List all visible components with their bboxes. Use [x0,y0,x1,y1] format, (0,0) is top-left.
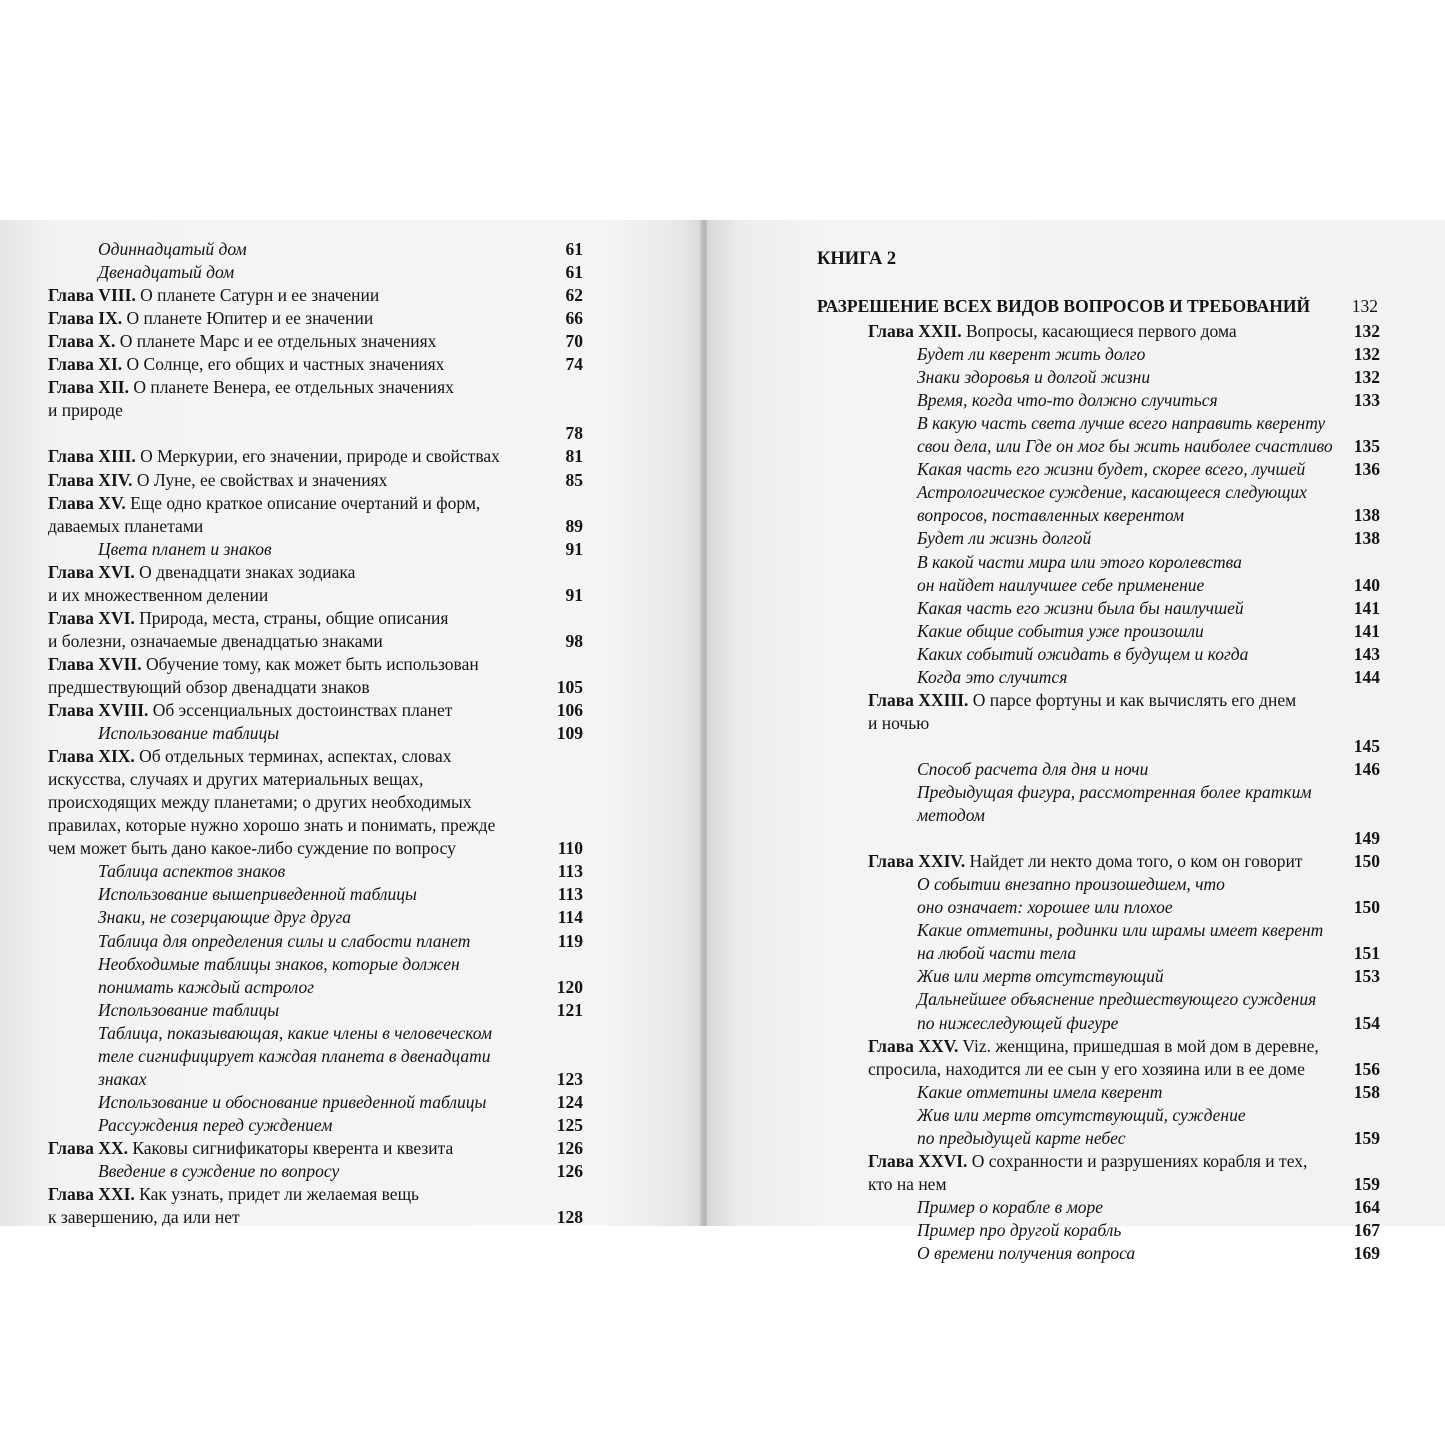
page-number: 133 [1353,390,1380,411]
page-number: 126 [556,1137,583,1158]
page-number: 70 [565,331,583,352]
entry-continuation [48,585,268,605]
page-number: 123 [556,1068,583,1089]
entry-title: Время, когда что-то должно случиться [917,390,1218,411]
page-number: 154 [1353,1012,1380,1033]
subsection-entry [98,239,247,259]
entry-title: Пример про другой корабль [917,1219,1122,1240]
entry-title: Таблица, показывающая, какие члены в человеческом [98,1022,493,1043]
entry-title: чем может быть дано какое-либо суждение по вопросу [48,838,456,859]
entry-title: искусства, случаях и других материальных вещах, [48,769,424,790]
subsection-entry [917,874,1225,894]
entry-title: и их множественном делении [48,584,269,605]
right-page [707,220,1445,1263]
page-number: 78 [565,423,583,444]
entry-title: свои дела, или Где он мог бы жить наиболее счастливо [917,436,1333,457]
page-number: 120 [556,976,583,997]
subsection-entry [917,505,1184,525]
subsection-entry [98,539,272,559]
chapter-entry [48,1184,419,1204]
page-number: 113 [557,884,583,905]
entry-title: Обучение тому, как может быть использован [141,653,479,674]
entry-title: методом [917,805,985,826]
page-number: 143 [1353,643,1380,664]
entry-title: кто на нем [868,1173,947,1194]
entry-title: Астрологическое суждение, касающееся следующих [917,482,1307,503]
page-number: 153 [1353,966,1380,987]
chapter-entry [48,493,480,513]
subsection-entry [98,723,279,743]
entry-title: по нижеследующей фигуре [917,1012,1119,1033]
entry-title: Природа, места, страны, общие описания [134,607,449,628]
entry-title: Использование таблицы [98,723,280,744]
entry-title: Какие отметины, родинки или шрамы имеет кверент [917,920,1324,941]
page-number: 121 [556,999,583,1020]
subsection-entry [917,1197,1103,1217]
entry-title: он найдет наилучшее себе применение [917,574,1205,595]
page-number: 114 [557,907,583,928]
page-number: 81 [565,446,583,467]
subsection-entry [917,1243,1135,1263]
entry-title: происходящих между планетами; о других необходимых [48,792,472,813]
entry-title: О двенадцати знаках зодиака [134,561,356,582]
subsection-entry [917,1128,1125,1148]
page-number: 74 [565,354,583,375]
page-number: 91 [565,584,583,605]
page-number: 132 [1353,367,1380,388]
subsection-entry [917,459,1305,479]
subsection-entry [98,1161,339,1181]
book-title: КНИГА 2 [817,249,897,269]
entry-title: Будет ли жизнь долгой [917,528,1092,549]
page-number: 66 [565,308,583,329]
subsection-entry [917,897,1173,917]
entry-title: Таблица аспектов знаков [98,861,286,882]
subsection-entry [917,482,1307,502]
entry-title: и природе [48,400,123,421]
page-number: 167 [1353,1219,1380,1240]
entry-title: Еще одно краткое описание очертаний и форм, [125,492,481,513]
subsection-entry [917,782,1312,802]
chapter-label: Глава XIV. [48,469,133,490]
entry-title: Дальнейшее объяснение предшествующего суждения [917,989,1317,1010]
subsection-entry [98,1069,147,1089]
subsection-entry [98,1092,486,1112]
entry-title: Как узнать, придет ли желаемая вещь [134,1184,420,1205]
subsection-entry [917,943,1076,963]
subsection-entry [98,907,351,927]
entry-title: О Солнце, его общих и частных значениях [122,354,445,375]
chapter-entry [48,308,373,328]
entry-title: Об отдельных терминах, аспектах, словах [134,746,452,767]
page-number: 61 [565,262,583,283]
subsection-entry [917,390,1218,410]
subsection-entry [917,1220,1121,1240]
page-number: 141 [1353,597,1380,618]
subsection-entry [917,644,1248,664]
entry-title: оно означает: хорошее или плохое [917,897,1173,918]
subsection-entry [917,920,1323,940]
entry-title: О планете Венера, ее отдельных значениях [128,377,454,398]
chapter-label: Глава XX. [48,1137,128,1158]
page-number: 136 [1353,459,1380,480]
entry-title: В какую часть света лучше всего направить кверенту [917,413,1326,434]
chapter-entry [48,331,436,351]
subsection-entry [98,1023,492,1043]
entry-title: теле сигнифицирует каждая планета в двенадцати [98,1045,491,1066]
chapter-entry [868,690,1296,710]
left-page [0,220,703,1226]
subsection-entry [917,575,1204,595]
page-number: 128 [556,1207,583,1228]
chapter-label: Глава X. [48,331,116,352]
subsection-entry [98,861,285,881]
entry-title: Знаки, не созерцающие друг друга [98,907,352,928]
entry-title: Предыдущая фигура, рассмотренная более кратким [917,782,1312,802]
entry-continuation [48,792,472,812]
page-number: 150 [1353,851,1380,872]
entry-title: О планете Юпитер и ее значении [122,308,374,329]
subsection-entry [98,977,314,997]
subsection-entry [98,884,417,904]
subsection-entry [917,528,1091,548]
chapter-entry [48,700,452,720]
entry-title: Введение в суждение по вопросу [98,1161,340,1181]
entry-title: Какая часть его жизни была бы наилучшей [917,597,1244,618]
subsection-entry [917,667,1067,687]
chapter-entry [48,377,454,397]
subsection-entry [917,621,1204,641]
page-number: 149 [1353,828,1380,849]
page-number: 145 [1353,735,1380,756]
entry-title: Одиннадцатый дом [98,239,247,259]
entry-title: Какая часть его жизни будет, скорее всего, лучшей [917,459,1306,480]
page-number: 169 [1353,1243,1380,1263]
chapter-entry [48,608,448,628]
entry-continuation [868,1059,1305,1079]
page-number: 105 [556,676,583,697]
entry-title: Жив или мертв отсутствующий, суждение [917,1104,1246,1125]
chapter-entry [48,654,479,674]
chapter-entry [48,1138,453,1158]
chapter-entry [868,1151,1307,1171]
page-number: 113 [557,861,583,882]
page-number: 106 [556,700,583,720]
entry-title: Использование вышеприведенной таблицы [98,884,417,905]
chapter-label: Глава XI. [48,354,123,375]
chapter-entry [48,446,500,466]
entry-title: Рассуждения перед суждением [98,1114,333,1135]
page-number: 158 [1353,1081,1380,1102]
entry-title: Способ расчета для дня и ночи [917,758,1149,779]
page-number: 125 [556,1114,583,1135]
entry-continuation [48,400,123,420]
entry-title: Знаки здоровья и долгой жизни [917,367,1151,388]
subsection-entry [98,931,470,951]
entry-title: Двенадцатый дом [98,262,235,283]
entry-title: О Луне, ее свойствах и значениях [132,469,388,490]
subsection-entry [917,1105,1246,1125]
subsection-entry [917,598,1244,618]
entry-title: правилах, которые нужно хорошо знать и понимать, прежде [48,815,496,836]
entry-title: Когда это случится [917,666,1068,687]
page-number: 126 [556,1161,583,1181]
page-number: 85 [565,469,583,490]
subsection-entry [917,344,1145,364]
chapter-label: Глава XXV. [868,1035,959,1056]
subsection-entry [98,1115,332,1135]
chapter-label: Глава XXII. [868,321,962,341]
entry-title: О планете Марс и ее отдельных значениях [115,331,437,352]
chapter-label: Глава XXIV. [868,851,966,872]
entry-title: и ночью [868,712,930,733]
chapter-entry [48,354,444,374]
chapter-label: Глава XXVI. [868,1150,968,1171]
entry-continuation [48,631,383,651]
entry-title: Какие отметины имела кверент [917,1081,1163,1102]
page-number: 146 [1353,758,1380,779]
entry-title: знаках [98,1068,147,1089]
chapter-label: Глава XVII. [48,653,142,674]
page-number: 159 [1353,1173,1380,1194]
entry-title: О сохранности и разрушениях корабля и тех, [967,1150,1308,1171]
section-page-number: 132 [1351,296,1378,316]
chapter-label: Глава XVI. [48,607,135,628]
page-number: 109 [556,723,583,744]
chapter-label: Глава XIII. [48,446,136,467]
page-number: 138 [1353,505,1380,526]
chapter-entry [48,746,451,766]
entry-continuation [48,769,423,789]
page-number: 132 [1353,344,1380,365]
page-number: 151 [1353,943,1380,964]
entry-title: О событии внезапно произошедшем, что [917,874,1225,895]
subsection-entry [917,759,1148,779]
book-spread [0,220,1445,1263]
entry-title: вопросов, поставленных кверентом [917,505,1185,526]
page-number: 132 [1353,321,1380,341]
entry-title: и болезни, означаемые двенадцатью знаками [48,630,383,651]
entry-title: Каких событий ожидать в будущем и когда [917,643,1249,664]
page-number: 61 [565,239,583,259]
subsection-entry [917,413,1325,433]
page-number: 140 [1353,574,1380,595]
entry-title: Использование таблицы [98,999,280,1020]
entry-continuation [48,1207,240,1227]
subsection-entry [917,989,1316,1009]
entry-title: Пример о корабле в море [917,1196,1104,1217]
page-number: 144 [1353,666,1380,687]
page-number: 135 [1353,436,1380,457]
chapter-entry [868,1036,1319,1056]
entry-continuation [48,815,495,835]
chapter-entry [48,562,355,582]
page-number: 62 [565,285,583,306]
entry-title: на любой части тела [917,943,1077,964]
entry-title: понимать каждый астролог [98,976,315,997]
subsection-entry [917,367,1150,387]
entry-title: Таблица для определения силы и слабости планет [98,930,471,951]
subsection-entry [98,1000,279,1020]
page-number: 110 [557,838,583,859]
chapter-label: Глава XII. [48,377,129,398]
subsection-entry [917,552,1242,572]
entry-title: даваемых планетами [48,515,204,536]
entry-title: Каковы сигнификаторы кверента и квезита [127,1137,454,1158]
entry-title: Будет ли кверент жить долго [917,344,1146,365]
entry-continuation [48,516,203,536]
subsection-entry [98,262,234,282]
chapter-entry [48,470,387,490]
entry-title: Необходимые таблицы знаков, которые должен [98,953,460,974]
chapter-label: Глава IX. [48,308,123,329]
chapter-entry [48,285,379,305]
entry-title: Viz. женщина, пришедшая в мой дом в деревне, [958,1035,1319,1056]
entry-title: Об эссенциальных достоинствах планет [148,700,453,720]
entry-continuation [868,1174,947,1194]
entry-continuation [48,677,370,697]
subsection-entry [917,966,1164,986]
page-number: 119 [557,930,583,951]
chapter-label: Глава XXI. [48,1184,135,1205]
chapter-label: Глава XVI. [48,561,135,582]
chapter-label: Глава VIII. [48,285,136,306]
entry-title: спросила, находится ли ее сын у его хозяина или в ее доме [868,1058,1305,1079]
page-number: 150 [1353,897,1380,918]
entry-title: предшествующий обзор двенадцати знаков [48,676,370,697]
entry-title: Какие общие события уже произошли [917,620,1204,641]
subsection-entry [98,954,460,974]
chapter-label: Глава XV. [48,492,126,513]
subsection-entry [98,1046,490,1066]
page-number: 164 [1353,1196,1380,1217]
section-title: РАЗРЕШЕНИЕ ВСЕХ ВИДОВ ВОПРОСОВ И ТРЕБОВАНИЙ [817,296,1311,316]
subsection-entry [917,805,985,825]
chapter-label: Глава XIX. [48,746,135,767]
entry-title: О Меркурии, его значении, природе и свойствах [135,446,500,467]
page-number: 89 [565,515,583,536]
entry-title: О парсе фортуны и как вычислять его днем [968,689,1297,710]
entry-continuation [868,713,929,733]
entry-title: В какой части мира или этого королевства [917,551,1242,572]
subsection-entry [917,436,1333,456]
page-number: 124 [556,1091,583,1112]
page-number: 159 [1353,1127,1380,1148]
entry-continuation [48,838,456,858]
entry-title: к завершению, да или нет [48,1207,240,1228]
chapter-label: Глава XXIII. [868,689,969,710]
page-number: 91 [565,538,583,559]
chapter-entry [868,851,1302,871]
entry-title: Использование и обоснование приведенной таблицы [98,1091,487,1112]
entry-title: Вопросы, касающиеся первого дома [961,321,1237,341]
entry-title: Жив или мертв отсутствующий [917,966,1164,987]
subsection-entry [917,1013,1118,1033]
chapter-entry [868,321,1237,341]
chapter-label: Глава XVIII. [48,700,149,720]
entry-title: О времени получения вопроса [917,1243,1136,1263]
entry-title: по предыдущей карте небес [917,1127,1126,1148]
entry-title: Найдет ли некто дома того, о ком он говорит [965,851,1303,872]
page-number: 138 [1353,528,1380,549]
subsection-entry [917,1082,1162,1102]
page-number: 98 [565,630,583,651]
entry-title: Цвета планет и знаков [98,538,272,559]
page-number: 141 [1353,620,1380,641]
page-number: 156 [1353,1058,1380,1079]
entry-title: О планете Сатурн и ее значении [135,285,380,306]
